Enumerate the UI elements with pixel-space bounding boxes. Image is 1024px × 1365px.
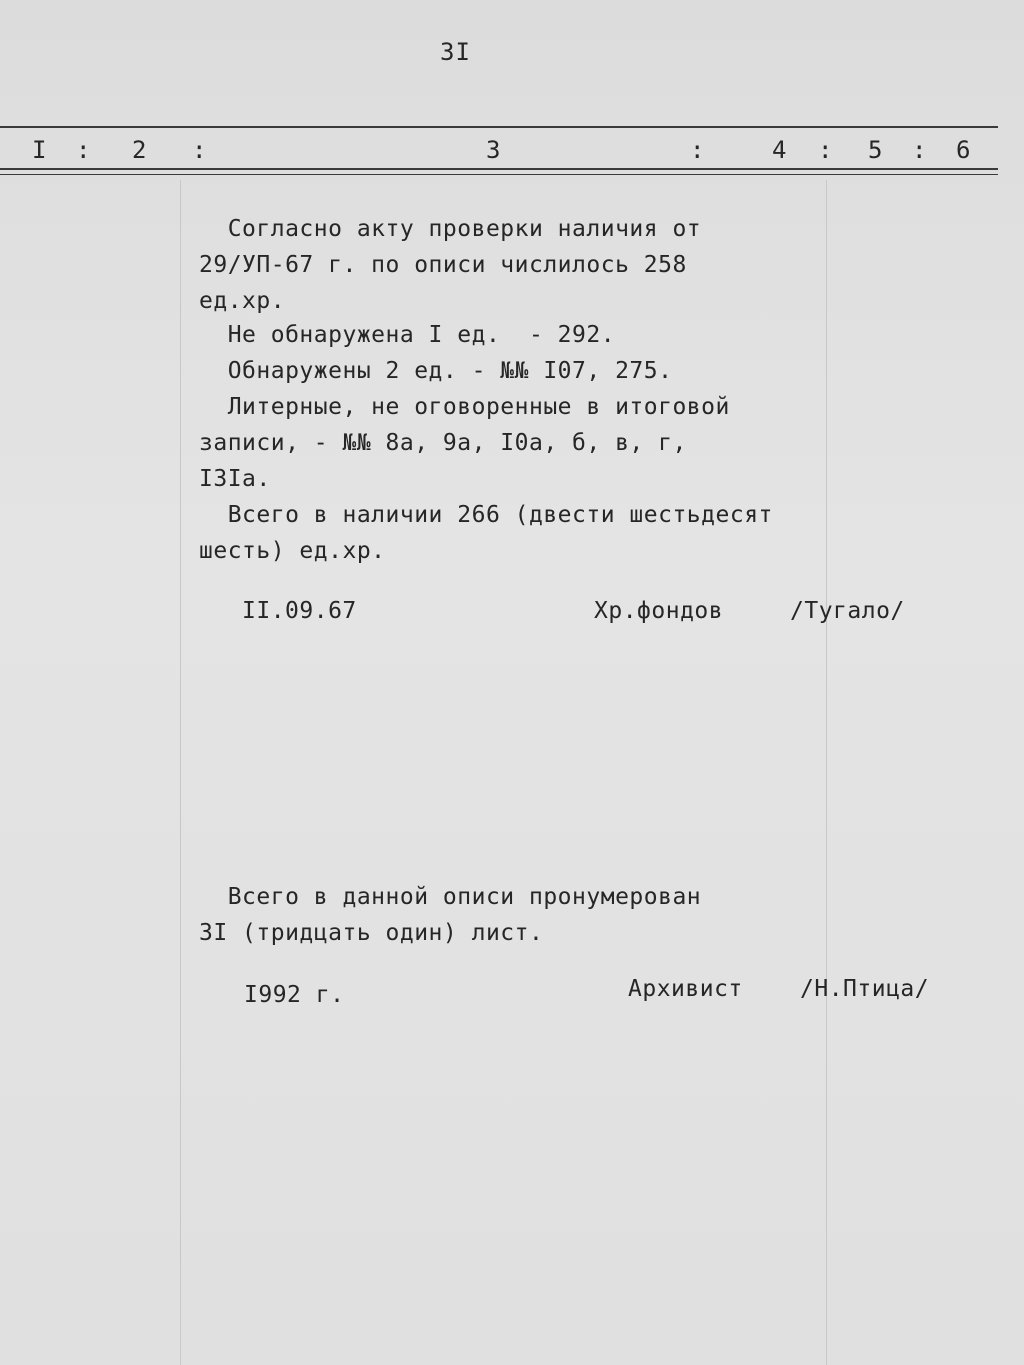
body-line: ед.хр.: [199, 288, 286, 314]
header-rule-top: [0, 126, 998, 128]
body-line: Обнаружены 2 ед. - №№ I07, 275.: [199, 358, 673, 384]
column-number-3: 3: [486, 136, 501, 164]
body-line: Всего в наличии 266 (двести шестьдесят: [199, 502, 773, 528]
column-guide-right: [826, 180, 827, 1365]
signature-role: Хр.фондов: [594, 598, 724, 624]
body-line: Согласно акту проверки наличия от: [199, 216, 702, 242]
body-line: шесть) ед.хр.: [199, 538, 386, 564]
column-number-2: 2: [132, 136, 147, 164]
signature-name: /Н.Птица/: [800, 976, 930, 1002]
body-line: I3Iа.: [199, 466, 271, 492]
body-line: 29/УП-67 г. по описи числилось 258: [199, 252, 687, 278]
column-separator: :: [76, 136, 91, 164]
column-number-6: 6: [956, 136, 971, 164]
column-separator: :: [192, 136, 207, 164]
certification-line: 3I (тридцать один) лист.: [199, 920, 544, 946]
body-line: Не обнаружена I ед. - 292.: [199, 322, 616, 348]
page-number: 3I: [440, 38, 471, 66]
signature-role: Архивист: [628, 976, 743, 1002]
column-separator: :: [690, 136, 705, 164]
column-number-1: I: [32, 136, 47, 164]
header-rule-bottom-1: [0, 168, 998, 170]
column-number-4: 4: [772, 136, 787, 164]
signature-date: II.09.67: [242, 598, 357, 624]
signature-date: I992 г.: [244, 982, 345, 1008]
column-guide-left: [180, 180, 181, 1365]
signature-name: /Тугало/: [790, 598, 905, 624]
column-number-5: 5: [868, 136, 883, 164]
certification-line: Всего в данной описи пронумерован: [199, 884, 702, 910]
body-line: Литерные, не оговоренные в итоговой: [199, 394, 730, 420]
body-line: записи, - №№ 8а, 9а, I0а, б, в, г,: [199, 430, 687, 456]
column-separator: :: [912, 136, 927, 164]
header-rule-bottom-2: [0, 174, 998, 175]
column-separator: :: [818, 136, 833, 164]
